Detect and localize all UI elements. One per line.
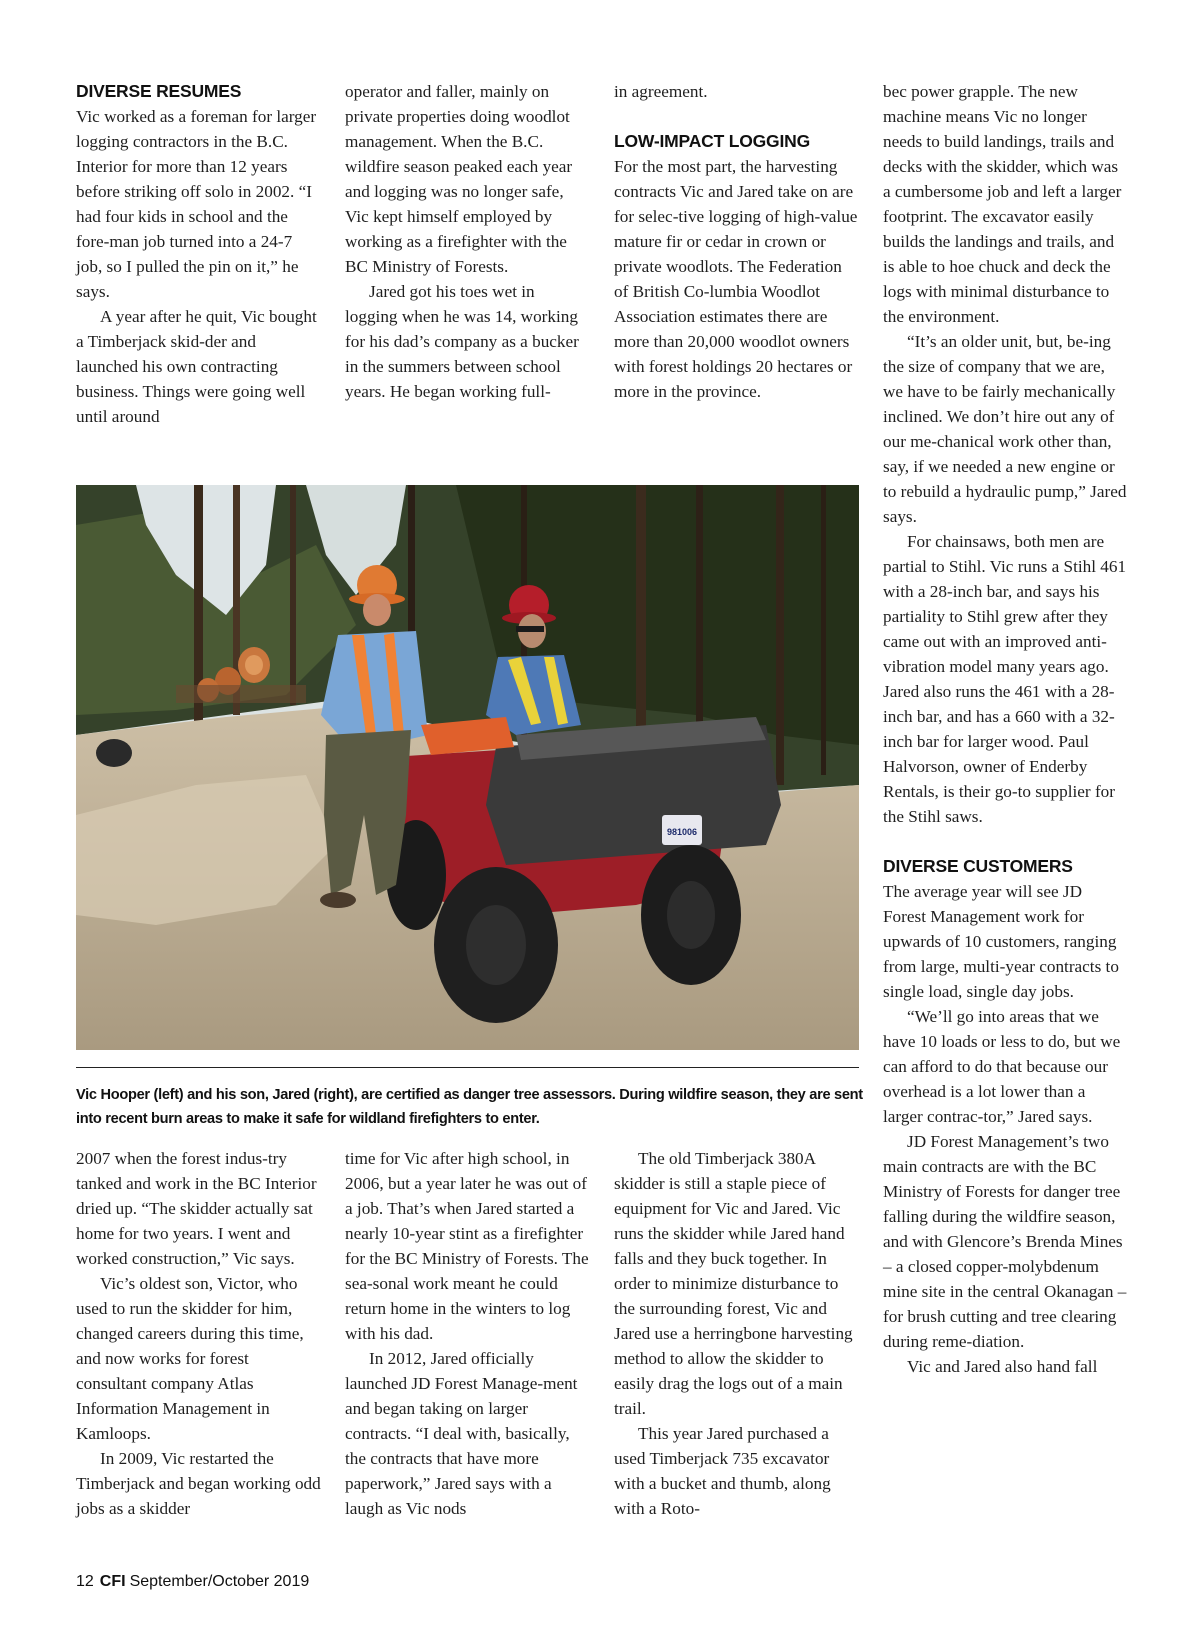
- column-3-bottom: [614, 1146, 859, 1521]
- paragraph: Jared got his toes wet in logging when he was 14, working for his dad’s company as a bucker in the summers between school years. He began working full-: [345, 282, 579, 401]
- paragraph: “We’ll go into areas that we have 10 loads or less to do, but we can afford to do that because our overhead is a lot lower than a larger contrac-tor,” Jared says.: [883, 1007, 1121, 1126]
- paragraph: In 2012, Jared officially launched JD Forest Manage-ment and began taking on larger contracts. “I deal with, basically, the contracts that have more paperwork,” Jared says with a laugh as Vic nods: [345, 1349, 578, 1518]
- page-footer: [76, 1573, 309, 1591]
- column-2-bottom: [345, 1146, 590, 1521]
- paragraph: The average year will see JD Forest Management work for upwards of 10 customers, ranging from large, multi-year contracts to single load, single day jobs.: [883, 882, 1119, 1001]
- column-1-top: [76, 79, 321, 429]
- paragraph: The old Timberjack 380A skidder is still a staple piece of equipment for Vic and Jared. Vic runs the skidder while Jared hand falls and they buck together. In order to minimize disturbance to the surrounding forest, Vic and Jared use a herringbone harvesting method to allow the skidder to easily drag the logs out of a main trail.: [614, 1149, 853, 1418]
- paragraph: In 2009, Vic restarted the Timberjack and began working odd jobs as a skidder: [76, 1449, 321, 1518]
- paragraph: A year after he quit, Vic bought a Timberjack skid-der and launched his own contracting business. Things were going well until around: [76, 307, 317, 426]
- photo-vic-and-jared-on-atv: [76, 485, 859, 1050]
- column-3-top: [614, 79, 859, 404]
- paragraph: time for Vic after high school, in 2006, but a year later he was out of a job. That’s when Jared started a nearly 10-year stint as a firefighter for the BC Ministry of Forests. The sea-sonal work meant he could return home in the winters to log with his dad.: [345, 1149, 589, 1343]
- paragraph: operator and faller, mainly on private properties doing woodlot management. When the B.C. wildfire season peaked each year and logging was no longer safe, Vic kept himself employed by working as a firefighter with the BC Ministry of Forests.: [345, 82, 573, 276]
- paragraph: bec power grapple. The new machine means Vic no longer needs to build landings, trails and decks with the skidder, which was a cumbersome job and left a larger footprint. The excavator easily builds the landings and trails, and is able to hoe chuck and deck the logs with minimal disturbance to the environment.: [883, 82, 1122, 326]
- column-4: [883, 79, 1128, 1379]
- paragraph: For chainsaws, both men are partial to Stihl. Vic runs a Stihl 461 with a 28-inch bar, and says his partiality to Stihl grew after they came out with an improved anti-vibration model many years ago. Jared also runs the 461 with a 28-inch bar, and has a 660 with a 32-inch bar for larger wood. Paul Halvorson, owner of Enderby Rentals, is their go-to supplier for the Stihl saws.: [883, 532, 1127, 826]
- column-2-top: [345, 79, 590, 404]
- magazine-name: CFI: [99, 1573, 126, 1590]
- paragraph: Vic and Jared also hand fall: [907, 1357, 1098, 1376]
- heading-diverse-resumes: DIVERSE RESUMES: [76, 81, 242, 101]
- paragraph: in agreement.: [614, 82, 708, 101]
- page-number: 12: [76, 1573, 94, 1590]
- paragraph: JD Forest Management’s two main contracts are with the BC Ministry of Forests for danger tree falling during the wildfire season, and with Glencore’s Brenda Mines – a closed copper-molybdenum mine site in the central Okanagan – for brush cutting and tree clearing during reme-diation.: [883, 1132, 1127, 1351]
- caption-rule: [76, 1067, 859, 1068]
- paragraph: Vic’s oldest son, Victor, who used to run the skidder for him, changed careers during this time, and now works for forest consultant company Atlas Information Management in Kamloops.: [76, 1274, 304, 1443]
- paragraph: Vic worked as a foreman for larger logging contractors in the B.C. Interior for more than 12 years before striking off solo in 2002. “I had four kids in school and the fore-man job turned into a 24-7 job, so I pulled the pin on it,” he says.: [76, 107, 317, 301]
- paragraph: This year Jared purchased a used Timberjack 735 excavator with a bucket and thumb, along with a Roto-: [614, 1424, 831, 1518]
- paragraph: For the most part, the harvesting contracts Vic and Jared take on are for selec-tive logging of high-value mature fir or cedar in crown or private woodlots. The Federation of British Co-lumbia Woodlot Association estimates there are more than 20,000 woodlot owners with forest holdings 20 hectares or more in the province.: [614, 157, 858, 401]
- heading-diverse-customers: DIVERSE CUSTOMERS: [883, 856, 1073, 876]
- paragraph: 2007 when the forest indus-try tanked and work in the BC Interior dried up. “The skidder actually sat home for two years. I went and worked construction,” Vic says.: [76, 1149, 317, 1268]
- paragraph: “It’s an older unit, but, be-ing the size of company that we are, we have to be fairly mechanically inclined. We don’t hire out any of our me-chanical work other than, say, if we needed a new engine or to rebuild a hydraulic pump,” Jared says.: [883, 332, 1127, 526]
- column-1-bottom: [76, 1146, 321, 1521]
- photo-caption: Vic Hooper (left) and his son, Jared (right), are certified as danger tree assessors. During wildfire season, they are sent into recent burn areas to make it safe for wildland firefighters to enter.: [76, 1087, 863, 1127]
- heading-low-impact-logging: LOW-IMPACT LOGGING: [614, 131, 810, 151]
- issue-date: September/October 2019: [129, 1573, 310, 1590]
- license-plate: 981006: [666, 827, 698, 837]
